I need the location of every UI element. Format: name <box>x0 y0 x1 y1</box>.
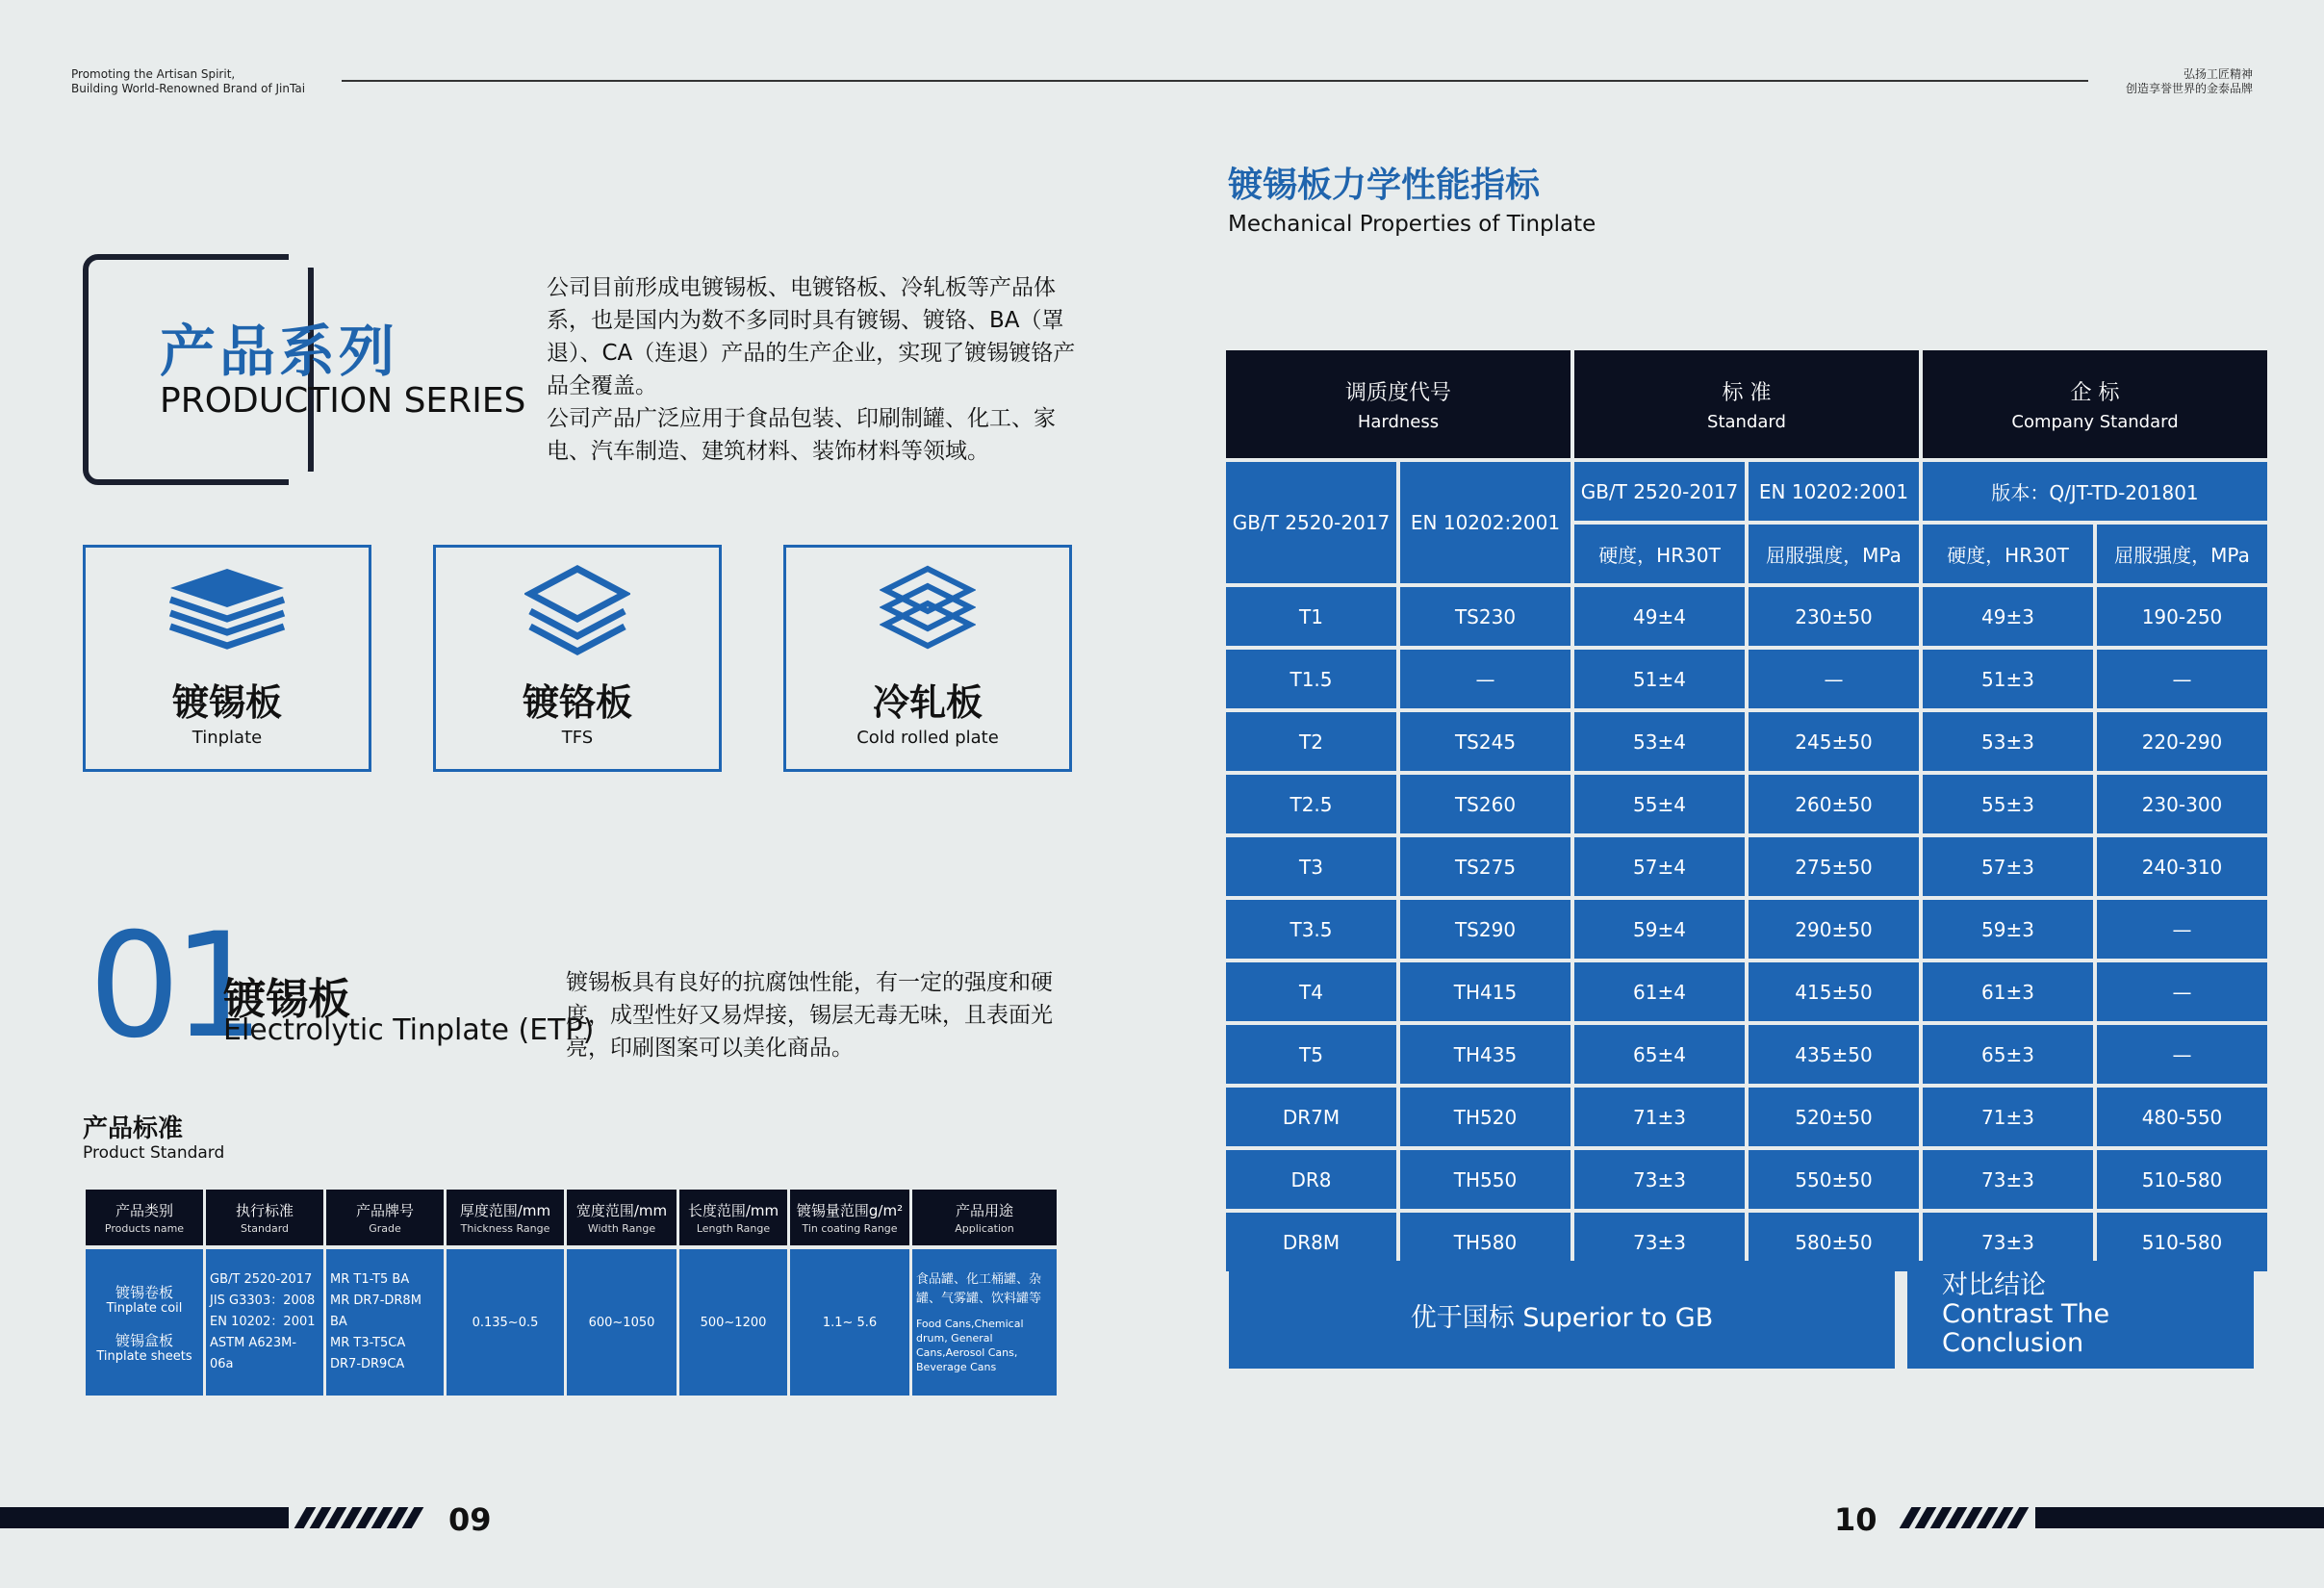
table-header: 执行标准 Standard <box>206 1190 323 1245</box>
header-slogan-cn-line2: 创造享誉世界的金泰品牌 <box>2125 82 2253 95</box>
cell: TS275 <box>1400 837 1571 896</box>
cell: 61±3 <box>1923 962 2093 1021</box>
layered-diamonds-icon <box>524 565 630 657</box>
cell: 240-310 <box>2097 837 2267 896</box>
cell-product-name: 镀锡卷板 Tinplate coil 镀锡盒板 Tinplate sheets <box>86 1245 203 1396</box>
table-subheader-row <box>1226 462 2267 521</box>
mech-title-cn: 镀锡板力学性能指标 <box>1228 166 1541 205</box>
series-title-cn: 产品系列 <box>160 319 399 384</box>
header-divider <box>342 80 2088 82</box>
card-title-en: Cold rolled plate <box>856 728 999 748</box>
card-title-cn: 镀锡板 <box>171 681 282 724</box>
cell: 59±3 <box>1923 900 2093 959</box>
header-slogan-cn <box>2126 67 2253 96</box>
header-hardness: 调质度代号 Hardness <box>1226 350 1571 458</box>
etp-title-en: Electrolytic Tinplate (ETP) <box>223 1013 595 1047</box>
cell: TH550 <box>1400 1150 1571 1209</box>
table-row <box>1226 1150 2267 1209</box>
cell: DR8M <box>1226 1213 1396 1271</box>
subheader-version: 版本：Q/JT-TD-201801 <box>1923 462 2267 521</box>
cell: — <box>2097 1025 2267 1084</box>
cell: 73±3 <box>1574 1150 1745 1209</box>
cell: 73±3 <box>1923 1150 2093 1209</box>
cell: 57±3 <box>1923 837 2093 896</box>
section-number: 01 <box>89 903 257 1070</box>
table-row <box>1226 712 2267 771</box>
table-row <box>1226 962 2267 1021</box>
table-row <box>1226 900 2267 959</box>
table-row <box>1226 1088 2267 1146</box>
cell: 57±4 <box>1574 837 1745 896</box>
cell: 415±50 <box>1749 962 1919 1021</box>
table-row <box>1226 775 2267 833</box>
footer-stripes-left <box>300 1507 418 1528</box>
cell: 275±50 <box>1749 837 1919 896</box>
table-row <box>86 1245 1057 1396</box>
series-title-en: PRODUCTION SERIES <box>160 381 526 421</box>
cell-thickness: 0.135~0.5 <box>447 1245 564 1396</box>
cell-application: 食品罐、化工桶罐、杂罐、气雾罐、饮料罐等 Food Cans,Chemical drum, General Cans,Aerosol Cans, Beverage Cans <box>912 1245 1057 1396</box>
table-row <box>1226 650 2267 708</box>
cell: 49±4 <box>1574 587 1745 646</box>
cell: T3 <box>1226 837 1396 896</box>
cell: T2 <box>1226 712 1396 771</box>
cell: 51±4 <box>1574 650 1745 708</box>
header-slogan-en-line2: Building World-Renowned Brand of JinTai <box>71 82 306 95</box>
cell: 73±3 <box>1574 1213 1745 1271</box>
cell: T5 <box>1226 1025 1396 1084</box>
standard-subtitle: Product Standard <box>83 1143 225 1163</box>
series-intro <box>547 271 1085 468</box>
mech-title-en: Mechanical Properties of Tinplate <box>1228 212 1596 237</box>
mechanical-properties-table <box>1222 346 2271 1275</box>
cell: 435±50 <box>1749 1025 1919 1084</box>
cell: 190-250 <box>2097 587 2267 646</box>
cell: TH435 <box>1400 1025 1571 1084</box>
cell: — <box>1400 650 1571 708</box>
stacked-sheets-icon <box>166 565 288 657</box>
header-slogan-en <box>71 67 305 96</box>
cell-grades: MR T1-T5 BA MR DR7-DR8M BA MR T3-T5CA DR7-DR9CA <box>326 1245 444 1396</box>
contrast-conclusion-cn: 对比结论 <box>1942 1270 2046 1300</box>
superior-to-gb-banner: 优于国标 Superior to GB <box>1229 1261 1895 1369</box>
subheader-gb: GB/T 2520-2017 <box>1226 462 1396 583</box>
cell: 510-580 <box>2097 1150 2267 1209</box>
etp-description: 镀锡板具有良好的抗腐蚀性能，有一定的强度和硬度，成型性好又易焊接，锡层无毒无味，且表面光亮，印刷图案可以美化商品。 <box>566 970 1053 1061</box>
etp-title-cn: 镀锡板 <box>223 975 350 1024</box>
product-card-tinplate[interactable] <box>83 545 371 772</box>
cell: 550±50 <box>1749 1150 1919 1209</box>
header-slogan-en-line1: Promoting the Artisan Spirit, <box>71 67 236 81</box>
subheader-gb2: GB/T 2520-2017 <box>1574 462 1745 521</box>
cell: — <box>2097 900 2267 959</box>
table-header-row <box>1226 350 2267 458</box>
cell: T1.5 <box>1226 650 1396 708</box>
subheader-hardness-company: 硬度，HR30T <box>1923 525 2093 583</box>
cell: 65±4 <box>1574 1025 1745 1084</box>
contrast-conclusion-banner <box>1907 1261 2254 1369</box>
cell: 59±4 <box>1574 900 1745 959</box>
card-title-en: TFS <box>561 728 594 748</box>
cell: TH520 <box>1400 1088 1571 1146</box>
footer-stripes-right <box>1905 1507 2023 1528</box>
cell: DR7M <box>1226 1088 1396 1146</box>
cell: 520±50 <box>1749 1088 1919 1146</box>
table-row <box>1226 587 2267 646</box>
cell-width: 600~1050 <box>567 1245 677 1396</box>
page-number-left: 09 <box>448 1501 492 1538</box>
footer-bar-right <box>2035 1507 2324 1528</box>
subheader-yield: 屈服强度，MPa <box>1749 525 1919 583</box>
series-frame-gap <box>289 472 327 491</box>
card-title-cn: 镀铬板 <box>522 681 632 724</box>
cell: T1 <box>1226 587 1396 646</box>
header-company-standard: 企 标 Company Standard <box>1923 350 2267 458</box>
product-card-cold-rolled[interactable] <box>783 545 1072 772</box>
header-standard: 标 准 Standard <box>1574 350 1919 458</box>
cell: T3.5 <box>1226 900 1396 959</box>
cell: 55±3 <box>1923 775 2093 833</box>
cell: 53±4 <box>1574 712 1745 771</box>
footer-bar-left <box>0 1507 289 1528</box>
table-row <box>1226 1025 2267 1084</box>
subheader-en2: EN 10202:2001 <box>1749 462 1919 521</box>
header-slogan-cn-line1: 弘扬工匠精神 <box>2183 67 2253 81</box>
cell: 290±50 <box>1749 900 1919 959</box>
cell: TS230 <box>1400 587 1571 646</box>
product-standard-table <box>83 1190 1060 1396</box>
subheader-yield-company: 屈服强度，MPa <box>2097 525 2267 583</box>
cell-standards: GB/T 2520-2017 JIS G3303：2008 EN 10202：2001 ASTM A623M-06a <box>206 1245 323 1396</box>
table-header: 产品牌号 Grade <box>326 1190 444 1245</box>
cell: DR8 <box>1226 1150 1396 1209</box>
table-header: 长度范围/mm Length Range <box>679 1190 787 1245</box>
table-header: 厚度范围/mm Thickness Range <box>447 1190 564 1245</box>
cell: — <box>2097 650 2267 708</box>
cell: T2.5 <box>1226 775 1396 833</box>
cell: 580±50 <box>1749 1213 1919 1271</box>
cell: — <box>2097 962 2267 1021</box>
cell: 71±3 <box>1923 1088 2093 1146</box>
table-header: 宽度范围/mm Width Range <box>567 1190 677 1245</box>
table-row <box>1226 837 2267 896</box>
page-number-right: 10 <box>1834 1501 1877 1538</box>
table-header: 产品类别 Products name <box>86 1190 203 1245</box>
table-header: 镀锡量范围g/m² Tin coating Range <box>790 1190 909 1245</box>
stacked-layers-icon <box>880 565 976 657</box>
cell: TS245 <box>1400 712 1571 771</box>
cell: 53±3 <box>1923 712 2093 771</box>
cell: 220-290 <box>2097 712 2267 771</box>
cell: TS260 <box>1400 775 1571 833</box>
cell: T4 <box>1226 962 1396 1021</box>
cell: 61±4 <box>1574 962 1745 1021</box>
card-title-en: Tinplate <box>192 728 263 748</box>
cell: 65±3 <box>1923 1025 2093 1084</box>
cell: 73±3 <box>1923 1213 2093 1271</box>
table-header-row <box>86 1190 1057 1245</box>
cell-coating: 1.1~ 5.6 <box>790 1245 909 1396</box>
cell-length: 500~1200 <box>679 1245 787 1396</box>
cell: TH580 <box>1400 1213 1571 1271</box>
cell: 510-580 <box>2097 1213 2267 1271</box>
cell: 230-300 <box>2097 775 2267 833</box>
subheader-en: EN 10202:2001 <box>1400 462 1571 583</box>
cell: — <box>1749 650 1919 708</box>
cell: TH415 <box>1400 962 1571 1021</box>
cell: 480-550 <box>2097 1088 2267 1146</box>
series-intro-p1: 公司目前形成电镀锡板、电镀铬板、冷轧板等产品体系，也是国内为数不多同时具有镀锡、镀铬、BA（罩退）、CA（连退）产品的生产企业，实现了镀锡镀铬产品全覆盖。 <box>547 275 1076 398</box>
standard-title: 产品标准 <box>83 1114 184 1143</box>
product-card-tfs[interactable] <box>433 545 722 772</box>
card-title-cn: 冷轧板 <box>872 681 983 724</box>
cell: 71±3 <box>1574 1088 1745 1146</box>
cell: TS290 <box>1400 900 1571 959</box>
cell: 245±50 <box>1749 712 1919 771</box>
cell: 51±3 <box>1923 650 2093 708</box>
table-header: 产品用途 Application <box>912 1190 1057 1245</box>
subheader-hardness: 硬度，HR30T <box>1574 525 1745 583</box>
cell: 55±4 <box>1574 775 1745 833</box>
cell: 49±3 <box>1923 587 2093 646</box>
contrast-conclusion-en: Contrast The Conclusion <box>1942 1299 2110 1358</box>
cell: 230±50 <box>1749 587 1919 646</box>
series-frame-gap <box>289 248 327 268</box>
cell: 260±50 <box>1749 775 1919 833</box>
series-intro-p2: 公司产品广泛应用于食品包装、印刷制罐、化工、家电、汽车制造、建筑材料、装饰材料等领域。 <box>547 406 1056 464</box>
